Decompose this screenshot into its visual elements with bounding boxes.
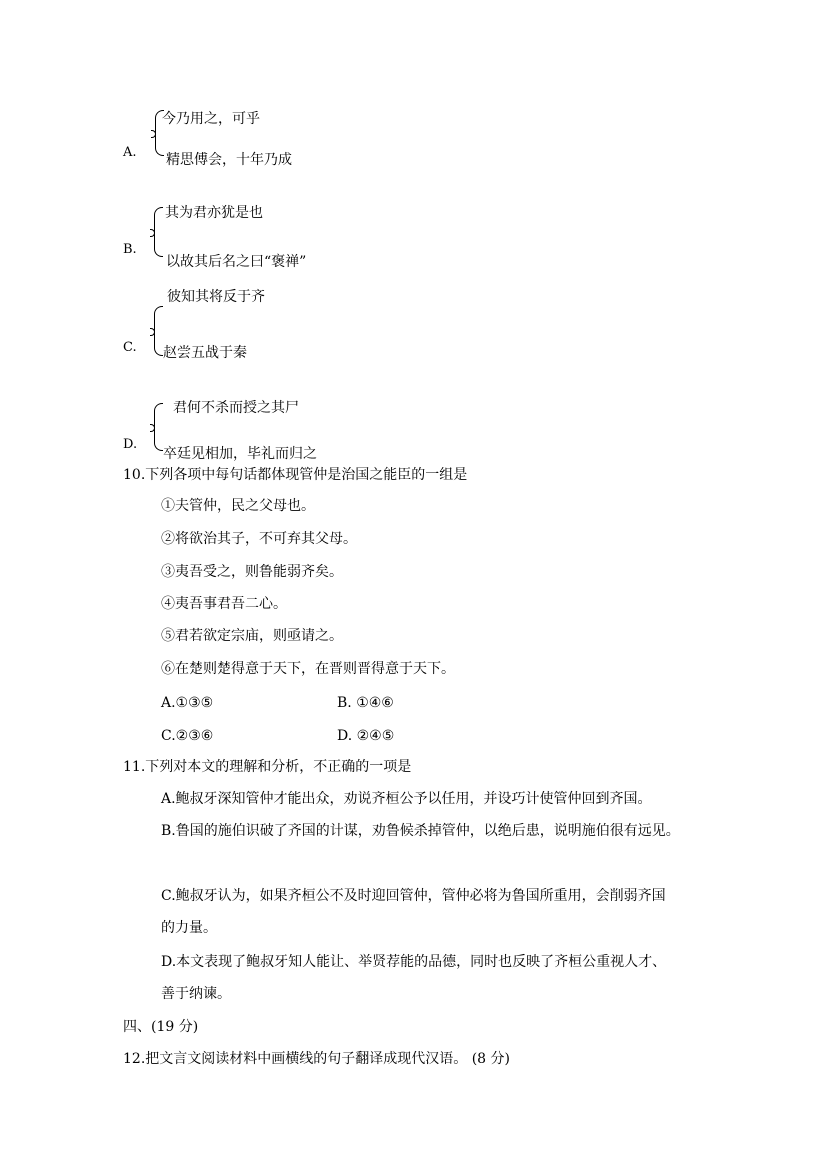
- option-c-line1: 彼知其将反于齐: [167, 289, 265, 305]
- q10-item-6: ⑥在楚则楚得意于天下，在晋则晋得意于天下。: [161, 661, 455, 677]
- option-d-label: D.: [123, 437, 138, 452]
- option-b-line1: 其为君亦犹是也: [165, 205, 263, 221]
- q10-item-2: ②将欲治其子，不可弃其父母。: [161, 531, 357, 547]
- q10-item-1: ①夫管仲，民之父母也。: [161, 498, 315, 514]
- section-heading: 四、(19 分): [123, 1019, 199, 1035]
- option-c-line2: 赵尝五战于秦: [163, 345, 247, 361]
- q11-option-d-line1: D.本文表现了鲍叔牙知人能让、举贤荐能的品德，同时也反映了齐桓公重视人才、: [161, 954, 667, 970]
- option-a-label: A.: [123, 145, 137, 160]
- option-d-line2: 卒廷见相加，毕礼而归之: [163, 446, 317, 462]
- q11-option-b: B.鲁国的施伯识破了齐国的计谋，劝鲁候杀掉管仲，以绝后患，说明施伯很有远见。: [161, 823, 680, 839]
- option-b-line2: 以故其后名之曰“褒禅”: [166, 254, 307, 270]
- option-c-brace: [154, 306, 163, 356]
- q11-option-d-line2: 善于纳谏。: [161, 986, 231, 1002]
- q11-stem: 11.下列对本文的理解和分析，不正确的一项是: [123, 759, 412, 775]
- option-b-label: B.: [123, 242, 137, 257]
- q10-choice-a: A.①③⑤: [161, 695, 214, 711]
- q10-stem: 10.下列各项中每句话都体现管仲是治国之能臣的一组是: [123, 467, 468, 483]
- q11-option-a: A.鲍叔牙深知管仲才能出众，劝说齐桓公予以任用，并设巧计使管仲回到齐国。: [161, 791, 652, 807]
- option-b-brace: [154, 207, 163, 257]
- q10-choice-c: C.②③⑥: [161, 728, 214, 744]
- option-a-line2: 精思傅会，十年乃成: [166, 152, 292, 168]
- option-c-label: C.: [123, 340, 137, 355]
- q11-option-c-line2: 的力量。: [161, 920, 217, 936]
- option-d-brace: [154, 403, 163, 451]
- q10-item-3: ③夷吾受之，则鲁能弱齐矣。: [161, 564, 343, 580]
- option-d-line1: 君何不杀而授之其尸: [173, 400, 299, 416]
- q10-choice-d: D. ②④⑤: [337, 728, 395, 744]
- q10-choice-b: B. ①④⑥: [337, 695, 394, 711]
- q12-stem: 12.把文言文阅读材料中画横线的句子翻译成现代汉语。 (8 分): [123, 1051, 510, 1067]
- q10-item-5: ⑤君若欲定宗庙，则亟请之。: [161, 628, 343, 644]
- q11-option-c-line1: C.鲍叔牙认为，如果齐桓公不及时迎回管仲，管仲必将为鲁国所重用，会削弱齐国: [161, 888, 666, 904]
- option-a-line1: 今乃用之，可乎: [162, 111, 260, 127]
- q10-item-4: ④夷吾事君吾二心。: [161, 596, 287, 612]
